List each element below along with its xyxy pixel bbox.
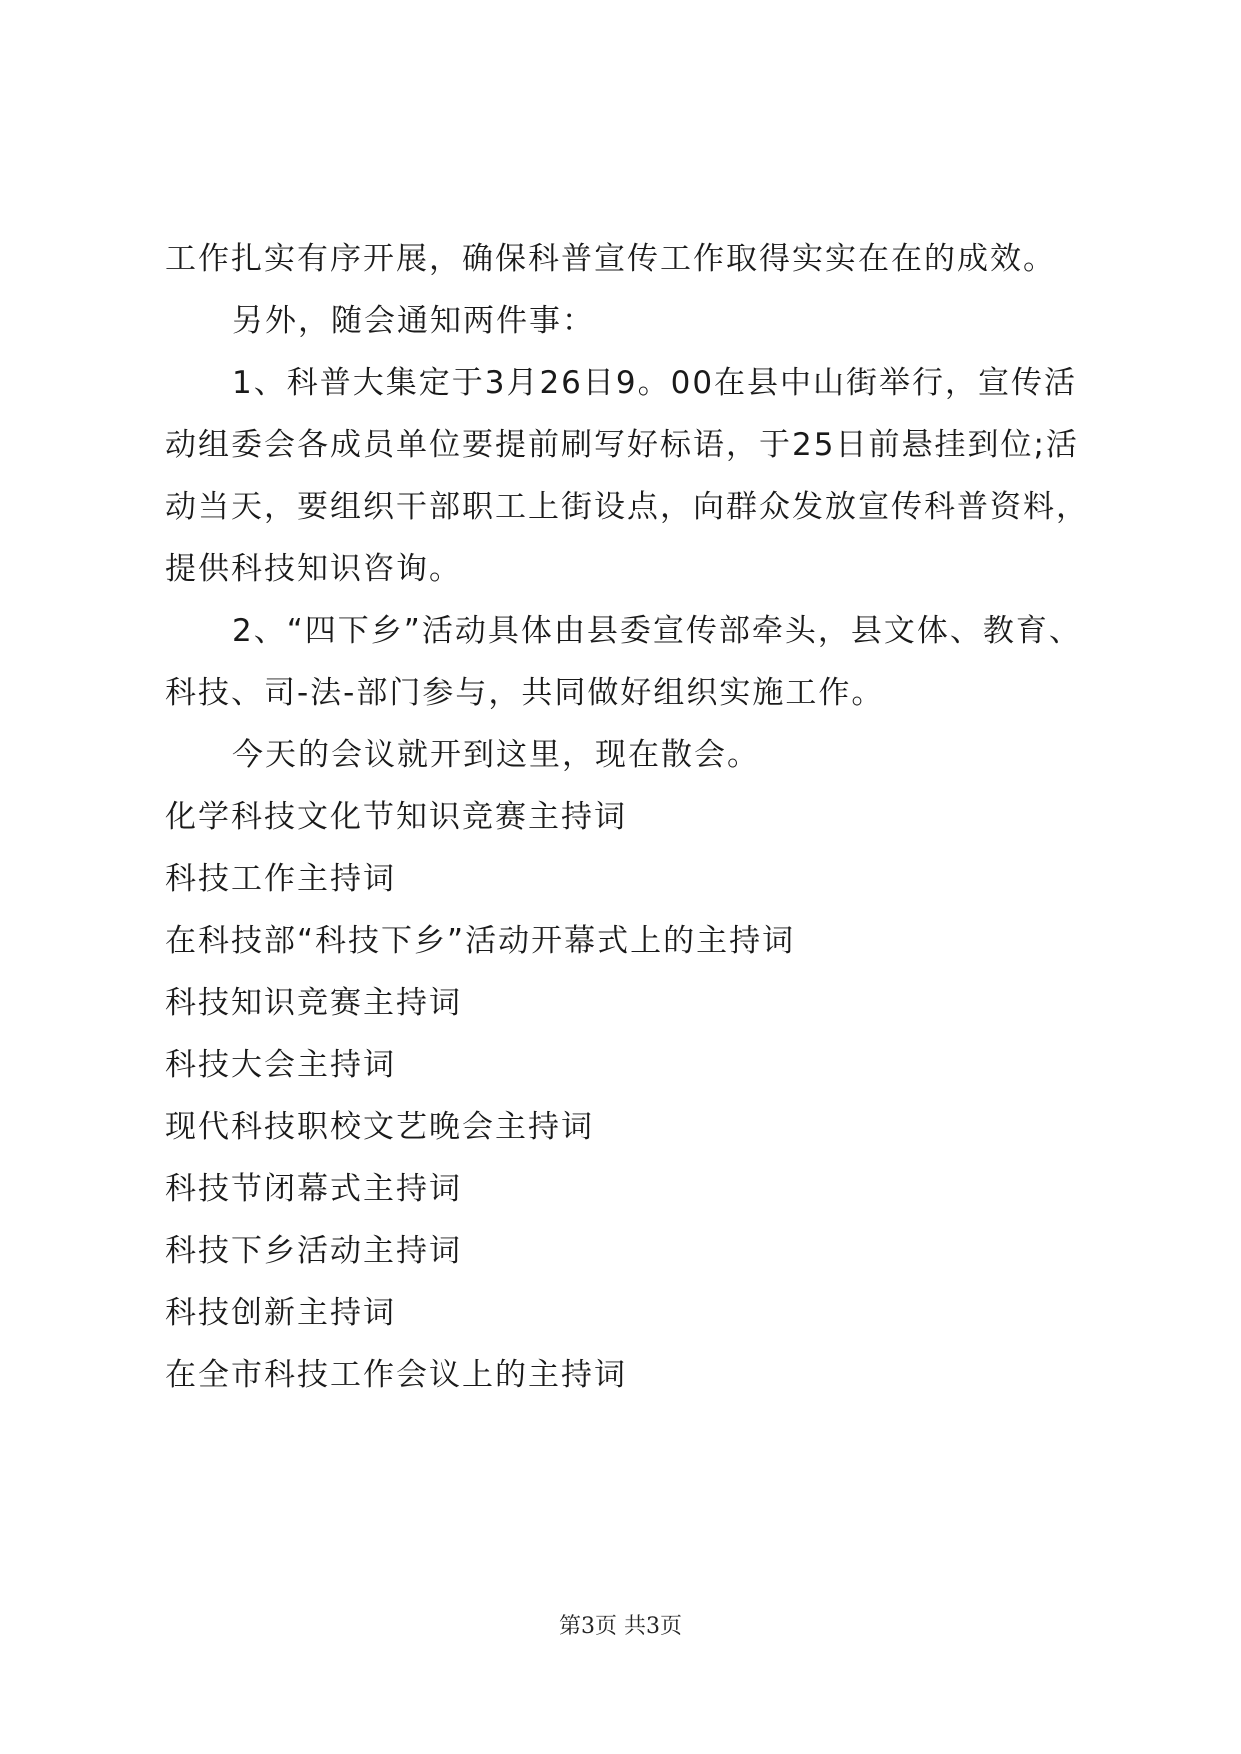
related-title: 现代科技职校文艺晚会主持词 <box>165 1109 594 1145</box>
related-title: 科技节闭幕式主持词 <box>165 1171 462 1207</box>
paragraph-item-2: 2、“四下乡”活动具体由县委宣传部牵头，县文体、教育、科技、司-法-部门参与，共同做好组织实施工作。 <box>165 613 1082 711</box>
related-title: 科技大会主持词 <box>165 1047 396 1083</box>
paragraph-notice-intro: 另外，随会通知两件事： <box>232 303 595 339</box>
paragraph-closing: 今天的会议就开到这里，现在散会。 <box>232 737 760 773</box>
related-title: 科技下乡活动主持词 <box>165 1233 462 1269</box>
related-title: 科技知识竞赛主持词 <box>165 985 462 1021</box>
paragraph-continuation: 工作扎实有序开展，确保科普宣传工作取得实实在在的成效。 <box>165 241 1056 277</box>
related-title: 在全市科技工作会议上的主持词 <box>165 1357 627 1393</box>
related-title: 科技创新主持词 <box>165 1295 396 1331</box>
related-title: 在科技部“科技下乡”活动开幕式上的主持词 <box>165 923 796 959</box>
page-number-footer: 第3页 共3页 <box>559 1614 682 1639</box>
related-title: 化学科技文化节知识竞赛主持词 <box>165 799 627 835</box>
paragraph-item-1: 1、科普大集定于3月26日9。00在县中山街举行，宣传活动组委会各成员单位要提前刷写好标语，于25日前悬挂到位;活动当天，要组织干部职工上街设点，向群众发放宣传科普资料，提供科技知识咨询。 <box>165 365 1089 587</box>
related-title: 科技工作主持词 <box>165 861 396 897</box>
document-body <box>165 228 1095 1406</box>
